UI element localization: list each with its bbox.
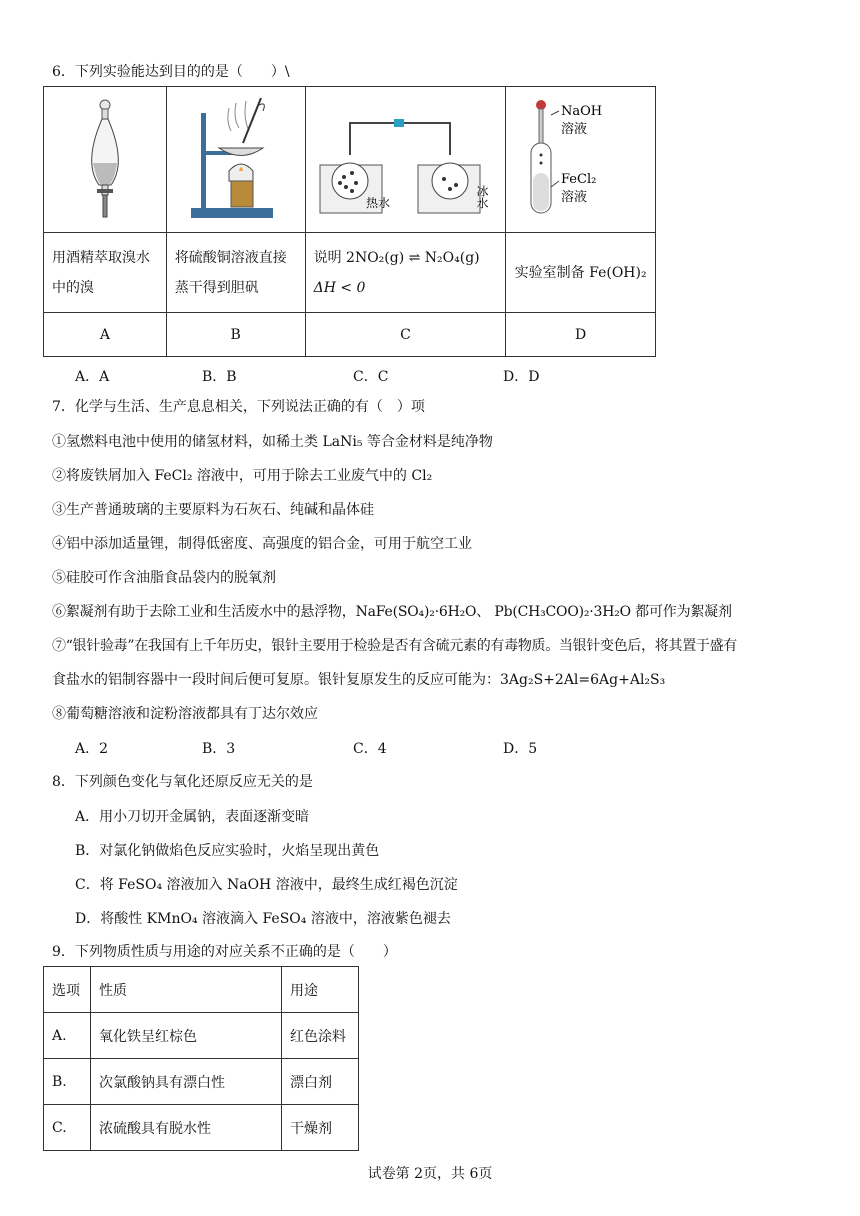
q6-cell-a-desc: 用酒精萃取溴水中的溴: [44, 233, 167, 313]
q6-cell-c-desc: 说明 2NO₂(g) ⇌ N₂O₄(g) ΔH < 0: [305, 233, 506, 313]
q6-table: [43, 86, 656, 357]
q9-row-c-option: C.: [44, 1105, 91, 1151]
q7-option-b: B．3: [202, 741, 236, 757]
q9-row-c-use: 干燥剂: [282, 1105, 359, 1151]
q7-option-c: C．4: [353, 741, 387, 757]
label-naoh-sol: 溶液: [560, 121, 587, 137]
q6-option-a: A．A: [75, 369, 110, 385]
figure-feoh2-prep: [506, 87, 656, 233]
q9-header-option: 选项: [44, 967, 91, 1013]
q9-row-a-property: 氧化铁呈红棕色: [91, 1013, 282, 1059]
figure-no2-equilibrium: [305, 87, 506, 233]
q7-item-2: ②将废铁屑加入 FeCl₂ 溶液中，可用于除去工业废气中的 Cl₂: [52, 468, 433, 484]
page-footer: 试卷第 2页，共 6页: [367, 1166, 493, 1182]
q7-item-5: ⑤硅胶可作含油脂食品袋内的脱氧剂: [52, 570, 276, 586]
label-hot-water: 热水: [366, 195, 391, 210]
label-naoh: NaOH: [560, 103, 602, 119]
figure-separatory-funnel: [44, 87, 167, 233]
q7-item-1: ①氢燃料电池中使用的储氢材料，如稀土类 LaNi₅ 等合金材料是纯净物: [52, 434, 493, 450]
q8-option-a: A．用小刀切开金属钠，表面逐渐变暗: [75, 809, 310, 825]
q8-option-c: C．将 FeSO₄ 溶液加入 NaOH 溶液中，最终生成红褐色沉淀: [75, 877, 458, 893]
q7-option-d: D．5: [503, 741, 538, 757]
q6-cell-c-letter: C: [305, 313, 506, 357]
q7-item-6: ⑥絮凝剂有助于去除工业和生活废水中的悬浮物，NaFe(SO₄)₂·6H₂O、 Pb(CH₃COO)₂·3H₂O 都可作为絮凝剂: [52, 604, 732, 620]
q6-option-d: D．D: [503, 369, 540, 385]
q6-option-c: C．C: [353, 369, 389, 385]
q7-option-a: A．2: [75, 741, 109, 757]
q9-header-use: 用途: [282, 967, 359, 1013]
q6-cell-d-desc: 实验室制备 Fe(OH)₂: [506, 233, 656, 313]
q7-stem: 7．化学与生活、生产息息相关，下列说法正确的有（ ）项: [52, 399, 425, 415]
q9-row-b-property: 次氯酸钠具有漂白性: [91, 1059, 282, 1105]
q6-option-b: B．B: [202, 369, 237, 385]
q9-stem: 9．下列物质性质与用途的对应关系不正确的是（ ）: [52, 944, 397, 960]
q9-header-property: 性质: [91, 967, 282, 1013]
q6-cell-b-desc: 将硫酸铜溶液直接蒸干得到胆矾: [166, 233, 305, 313]
q6-cell-b-letter: B: [166, 313, 305, 357]
q7-item-8: ⑧葡萄糖溶液和淀粉溶液都具有丁达尔效应: [52, 706, 318, 722]
q7-item-3: ③生产普通玻璃的主要原料为石灰石、纯碱和晶体硅: [52, 502, 374, 518]
label-fecl2-sol: 溶液: [560, 189, 587, 205]
q6-cell-a-letter: A: [44, 313, 167, 357]
q8-option-b: B．对氯化钠做焰色反应实验时，火焰呈现出黄色: [75, 843, 380, 859]
q9-row-a-option: A.: [44, 1013, 91, 1059]
q7-item-7: ⑦“银针验毒”在我国有上千年历史，银针主要用于检验是否有含硫元素的有毒物质。当银针变色后，将其置于盛有: [52, 638, 738, 654]
q7-item-4: ④铝中添加适量锂，制得低密度、高强度的铝合金，可用于航空工业: [52, 536, 472, 552]
q8-option-d: D．将酸性 KMnO₄ 溶液滴入 FeSO₄ 溶液中，溶液紫色褪去: [75, 911, 451, 927]
label-fecl2: FeCl₂: [560, 171, 596, 187]
figure-evaporation-setup: [166, 87, 305, 233]
q8-stem: 8．下列颜色变化与氧化还原反应无关的是: [52, 774, 313, 790]
q9-row-a-use: 红色涂料: [282, 1013, 359, 1059]
q7-item-7-cont: 食盐水的铝制容器中一段时间后便可复原。银针复原发生的反应可能为：3Ag₂S+2Al=6Ag+Al₂S₃: [52, 672, 666, 688]
label-ice-water: 冰水: [475, 184, 490, 209]
q9-row-b-option: B.: [44, 1059, 91, 1105]
q9-row-c-property: 浓硫酸具有脱水性: [91, 1105, 282, 1151]
q6-stem: 6．下列实验能达到目的的是（ ）\: [52, 64, 290, 80]
q6-cell-d-letter: D: [506, 313, 656, 357]
q9-row-b-use: 漂白剂: [282, 1059, 359, 1105]
q9-table: [43, 966, 359, 1151]
